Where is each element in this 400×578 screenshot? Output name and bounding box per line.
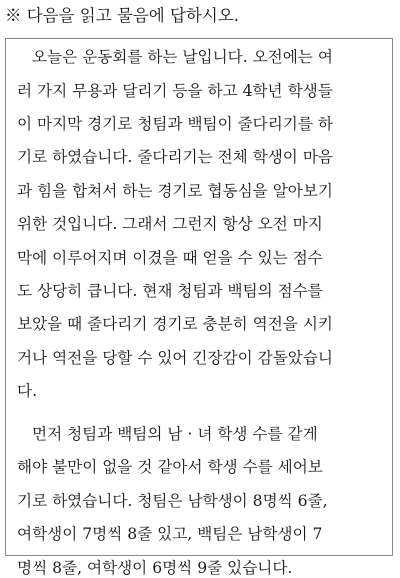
passage-box: [5, 38, 393, 577]
passage-line: 위한 것입니다. 그래서 그런지 항상 오전 마지: [17, 215, 323, 233]
passage-line: 과 힘을 합쳐서 하는 경기로 협동심을 알아보기: [17, 182, 333, 200]
passage-line: 다.: [17, 382, 38, 400]
passage-line: 여학생이 7명씩 8줄 있고, 백팀은 남학생이 7: [17, 525, 323, 543]
passage-line: 러 가지 무용과 달리기 등을 하고 4학년 학생들: [17, 82, 333, 100]
passage-line: 거나 역전을 당할 수 있어 긴장감이 감돌았습니: [17, 349, 333, 367]
passage-line: 기로 하였습니다. 줄다리기는 전체 학생이 마음: [17, 148, 333, 166]
passage-line: 해야 불만이 없을 것 같아서 학생 수를 세어보: [17, 458, 323, 476]
passage-line: 막에 이루어지며 이겼을 때 얻을 수 있는 점수: [17, 249, 323, 267]
passage-line: 기로 하였습니다. 청팀은 남학생이 8명씩 6줄,: [17, 492, 328, 510]
instruction-text: ※ 다음을 읽고 물음에 답하시오.: [5, 6, 239, 25]
passage-line: 도 상당히 큽니다. 현재 청팀과 백팀의 점수를: [17, 282, 323, 300]
passage-line: 오늘은 운동회를 하는 날입니다. 오전에는 여: [32, 48, 333, 66]
passage-line: 명씩 8줄, 여학생이 6명씩 9줄 있습니다.: [17, 559, 293, 577]
passage-line: 이 마지막 경기로 청팀과 백팀이 줄다리기를 하: [17, 115, 333, 133]
passage-line: 먼저 청팀과 백팀의 남 · 녀 학생 수를 같게: [32, 425, 318, 443]
passage-line: 보았을 때 줄다리기 경기로 충분히 역전을 시키: [17, 315, 333, 333]
